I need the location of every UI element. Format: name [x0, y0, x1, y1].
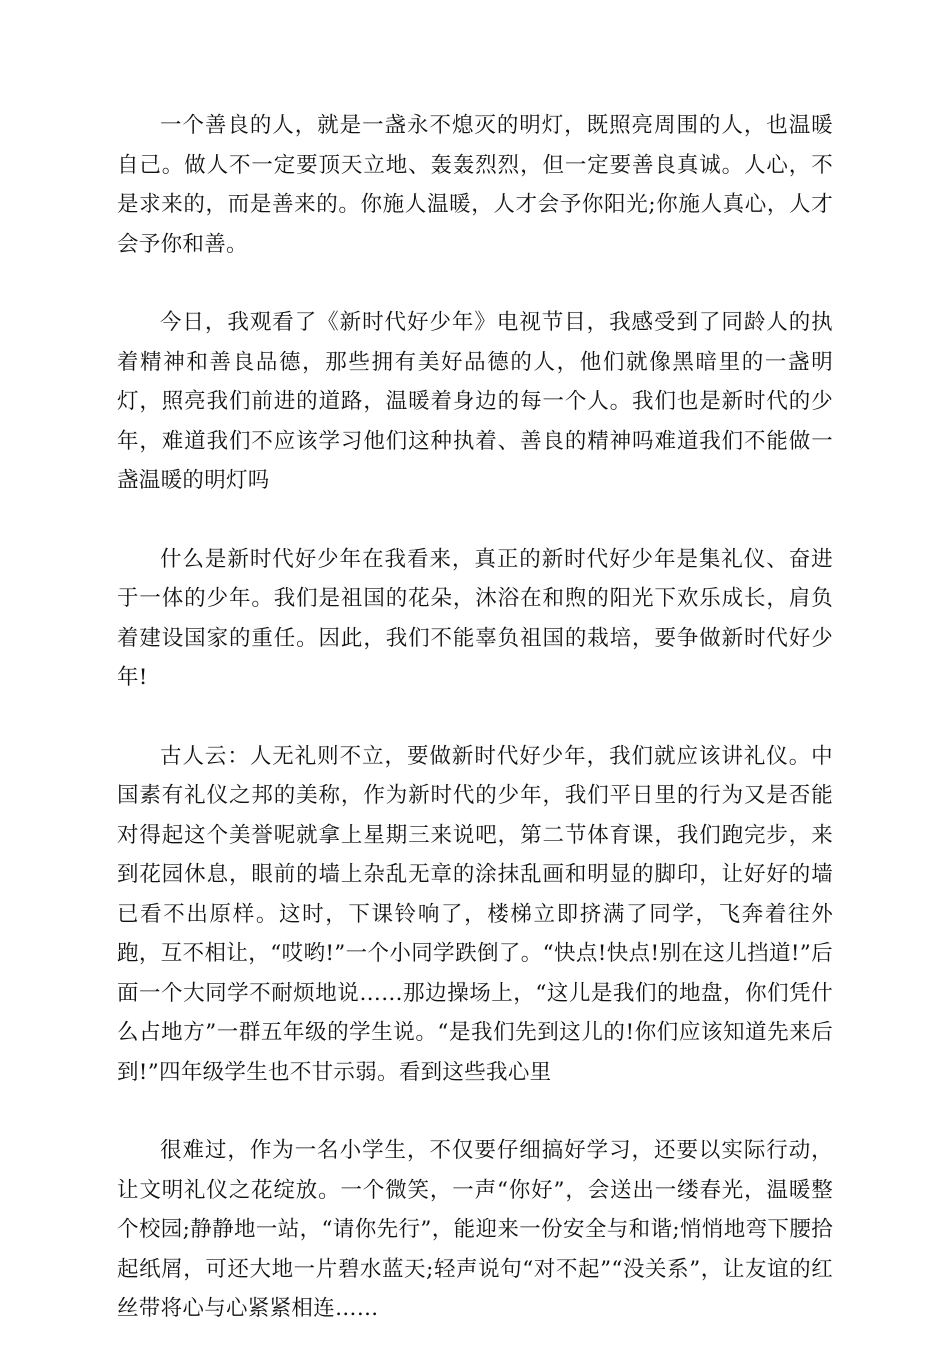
paragraph-kindness-lamp: 一个善良的人，就是一盏永不熄灭的明灯，既照亮周围的人，也温暖自己。做人不一定要顶天立地、轰轰烈烈，但一定要善良真诚。人心，不是求来的，而是善来的。你施人温暖，人才会予你阳光;你施人真心，人才会予你和善。 [117, 113, 833, 257]
paragraph-new-era-youth: 什么是新时代好少年在我看来，真正的新时代好少年是集礼仪、奋进于一体的少年。我们是祖国的花朵，沐浴在和煦的阳光下欢乐成长，肩负着建设国家的重任。因此，我们不能辜负祖国的栽培，要争做新时代好少年! [117, 546, 833, 690]
paragraph-tv-program: 今日，我观看了《新时代好少年》电视节目，我感受到了同龄人的执着精神和善良品德，那些拥有美好品德的人，他们就像黑暗里的一盏明灯，照亮我们前进的道路，温暖着身边的每一个人。我们也是新时代的少年，难道我们不应该学习他们这种执着、善良的精神吗难道我们不能做一盏温暖的明灯吗 [117, 310, 833, 493]
paragraph-civility-action: 很难过，作为一名小学生，不仅要仔细搞好学习，还要以实际行动，让文明礼仪之花绽放。一个微笑，一声“你好”，会送出一缕春光，温暖整个校园;静静地一站，“请你先行”，能迎来一份安全与和谐;悄悄地弯下腰拾起纸屑，可还大地一片碧水蓝天;轻声说句“对不起”“没关系”，让友谊的红丝带将心与心紧紧相连…… [117, 1138, 833, 1321]
paragraph-etiquette-story: 古人云：人无礼则不立，要做新时代好少年，我们就应该讲礼仪。中国素有礼仪之邦的美称，作为新时代的少年，我们平日里的行为又是否能对得起这个美誉呢就拿上星期三来说吧，第二节体育课，我们跑完步，来到花园休息，眼前的墙上杂乱无章的涂抹乱画和明显的脚印，让好好的墙已看不出原样。这时，下课铃响了，楼梯立即挤满了同学，飞奔着往外跑，互不相让，“哎哟!”一个小同学跌倒了。“快点!快点!别在这儿挡道!”后面一个大同学不耐烦地说……那边操场上，“这儿是我们的地盘，你们凭什么占地方”一群五年级的学生说。“是我们先到这儿的!你们应该知道先来后到!”四年级学生也不甘示弱。看到这些我心里 [117, 743, 833, 1085]
document-page [117, 106, 833, 1368]
